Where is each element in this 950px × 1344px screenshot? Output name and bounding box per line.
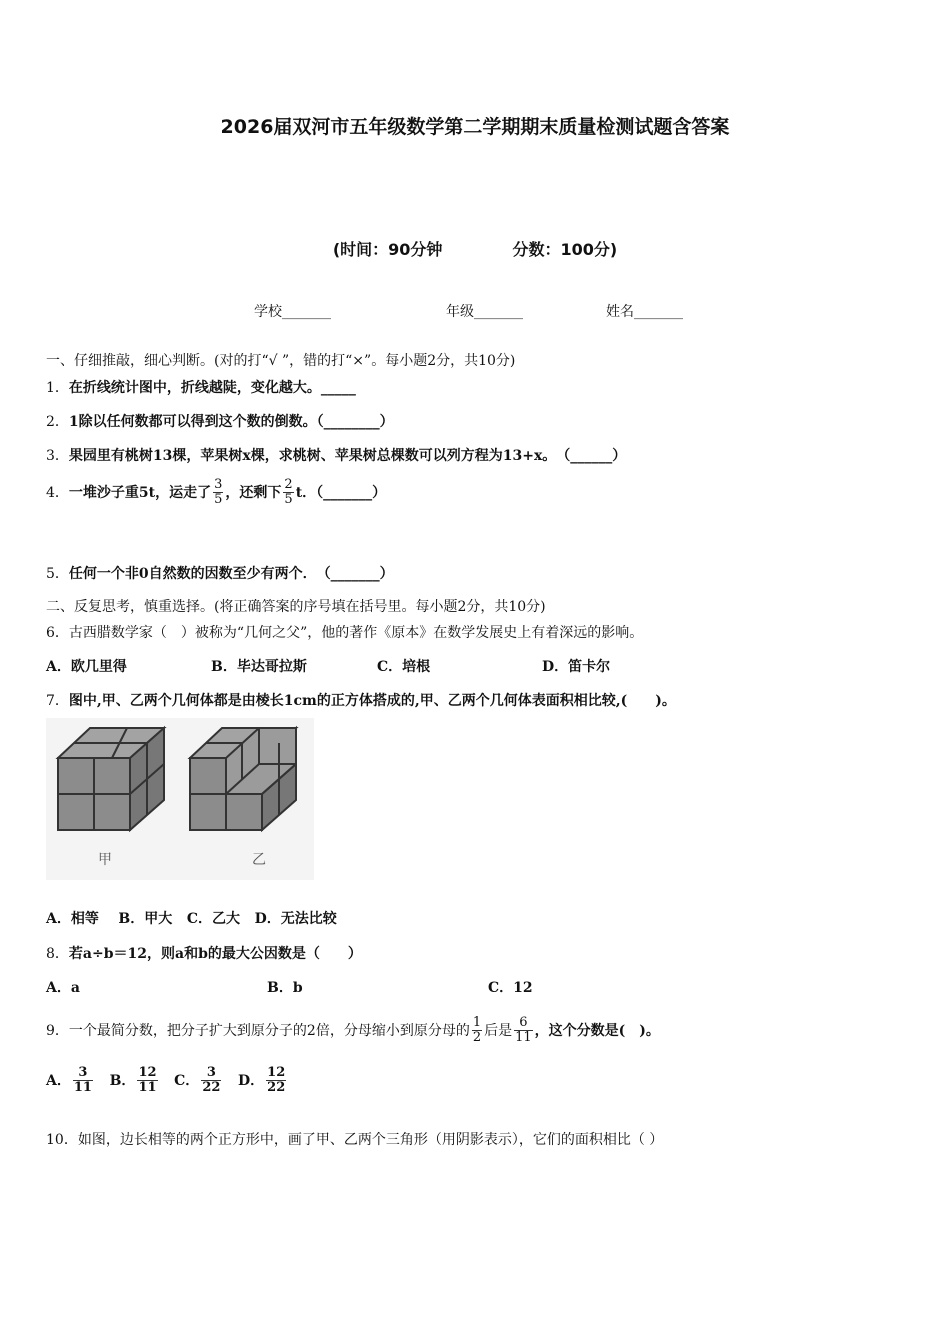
q5-text: 任何一个非0自然数的因数至少有两个． （_______） (68, 566, 394, 582)
q9-d-denominator: 22 (267, 1080, 286, 1096)
solid-jia (58, 728, 164, 830)
q9-text-pre: 一个最简分数，把分子扩大到原分子的2倍，分母缩小到原分母的 (68, 1022, 470, 1039)
q6-options (46, 656, 610, 676)
q9-text-post: ，这个分数是( )。 (534, 1022, 660, 1039)
q9-f2-denominator: 11 (515, 1030, 532, 1046)
q9-option-d (238, 1065, 288, 1096)
figure-label-jia: 甲 (98, 852, 112, 868)
q9-f2-numerator: 6 (519, 1015, 528, 1030)
q8-option-a: A．a (46, 980, 80, 996)
q9-c-denominator: 22 (202, 1080, 221, 1096)
q1-text: 在折线统计图中，折线越陡，变化越大。_____ (68, 380, 356, 396)
question-7 (46, 690, 676, 710)
q3-number: 3． (46, 448, 69, 464)
q8-option-b: B．b (267, 980, 303, 996)
q4-number: 4． (46, 484, 69, 501)
q7-figure (46, 718, 314, 880)
q9-option-a-fraction (73, 1066, 93, 1096)
q6-option-c: C．培根 (377, 659, 431, 675)
section2-heading: 二、反复思考，慎重选择。(将正确答案的序号填在括号里。每小题2分，共10分) (46, 599, 546, 615)
q9-text-mid: 后是 (484, 1022, 513, 1039)
name-field: 姓名_______ (606, 304, 683, 320)
q8-number: 8． (46, 946, 69, 962)
q4-fraction-2 (283, 478, 293, 508)
time-label: (时间：90分钟 (332, 240, 443, 259)
question-9 (46, 1016, 660, 1046)
q9-option-b (109, 1065, 160, 1096)
question-2 (46, 411, 394, 431)
question-3 (46, 445, 626, 465)
question-6 (46, 622, 643, 642)
q5-number: 5． (46, 566, 69, 582)
q4-f1-numerator: 3 (214, 477, 223, 492)
q8-text: 若a÷b＝12，则a和b的最大公因数是（ ） (68, 946, 362, 962)
q1-number: 1． (46, 380, 69, 396)
question-5 (46, 563, 394, 583)
q9-d-numerator: 12 (267, 1065, 286, 1080)
q7-text: 图中,甲、乙两个几何体都是由棱长1cm的正方体搭成的,甲、乙两个几何体表面积相比较,( )。 (68, 693, 676, 709)
q4-fraction-1 (213, 478, 223, 508)
q4-text-pre: 一堆沙子重5t，运走了 (68, 484, 212, 501)
question-4 (46, 478, 386, 508)
q9-f1-denominator: 2 (472, 1030, 482, 1046)
q4-f2-numerator: 2 (284, 477, 293, 492)
figure-label-yi: 乙 (252, 852, 266, 868)
q9-a-denominator: 11 (73, 1080, 92, 1096)
school-field: 学校_______ (254, 304, 331, 320)
q10-text: 如图，边长相等的两个正方形中，画了甲、乙两个三角形（用阴影表示），它们的面积相比（ ） (77, 1132, 664, 1148)
q9-f1-numerator: 1 (472, 1015, 482, 1030)
q9-option-c-fraction (201, 1066, 221, 1096)
q8-option-c: C．12 (488, 980, 533, 996)
q6-option-d: D．笛卡尔 (542, 659, 611, 675)
q7-number: 7． (46, 693, 69, 709)
q3-text: 果园里有桃树13棵，苹果树x棵，求桃树、苹果树总棵数可以列方程为13+x。 （______） (68, 448, 627, 464)
section1-heading: 一、仔细推敲，细心判断。(对的打“√ ”，错的打“×”。每小题2分，共10分) (46, 353, 516, 369)
q2-text: 1除以任何数都可以得到这个数的倒数。（________） (68, 414, 394, 430)
q6-text: 古西腊数学家（ ）被称为“几何之父”，他的著作《原本》在数学发展史上有着深远的影响。 (68, 625, 644, 641)
q9-option-b-fraction (137, 1066, 157, 1096)
q7-option-b: B．甲大 (118, 911, 173, 927)
q7-option-a: A．相等 (46, 911, 99, 927)
q4-text-mid: ，还剩下 (225, 484, 282, 501)
q7-option-c: C．乙大 (186, 911, 240, 927)
q9-b-numerator: 12 (138, 1065, 157, 1080)
q10-number: 10． (46, 1132, 78, 1148)
q9-option-a (46, 1065, 95, 1096)
q7-options (46, 908, 337, 928)
q9-option-d-label: D． (238, 1072, 265, 1089)
q6-option-b: B．毕达哥拉斯 (211, 659, 307, 675)
q4-f2-denominator: 5 (284, 492, 293, 508)
q4-f1-denominator: 5 (214, 492, 223, 508)
q9-c-numerator: 3 (206, 1065, 216, 1080)
question-8 (46, 943, 362, 963)
q9-number: 9． (46, 1022, 69, 1039)
score-label: 分数：100分) (512, 240, 618, 259)
q9-b-denominator: 11 (138, 1080, 157, 1096)
q9-option-d-fraction (266, 1066, 286, 1096)
q9-fraction-1 (472, 1016, 482, 1046)
q9-options (46, 1066, 288, 1096)
q2-number: 2． (46, 414, 69, 430)
q8-options (46, 977, 533, 997)
q9-option-c-label: C． (174, 1072, 200, 1089)
q4-text-post: t．（_______） (295, 484, 387, 501)
q9-option-a-label: A． (46, 1072, 71, 1089)
question-10 (46, 1129, 663, 1149)
q9-a-numerator: 3 (78, 1065, 88, 1080)
q7-option-d: D．无法比较 (254, 911, 337, 927)
grade-field: 年级_______ (446, 304, 523, 320)
question-1 (46, 377, 356, 397)
q9-option-c (174, 1065, 223, 1096)
q6-number: 6． (46, 625, 69, 641)
exam-title: 2026届双河市五年级数学第二学期期末质量检测试题含答案 (220, 116, 730, 138)
solid-yi (190, 728, 296, 830)
q6-option-a: A．欧几里得 (46, 659, 127, 675)
time-score-line (0, 237, 950, 260)
q9-fraction-2 (514, 1016, 533, 1046)
q9-option-b-label: B． (109, 1072, 136, 1089)
